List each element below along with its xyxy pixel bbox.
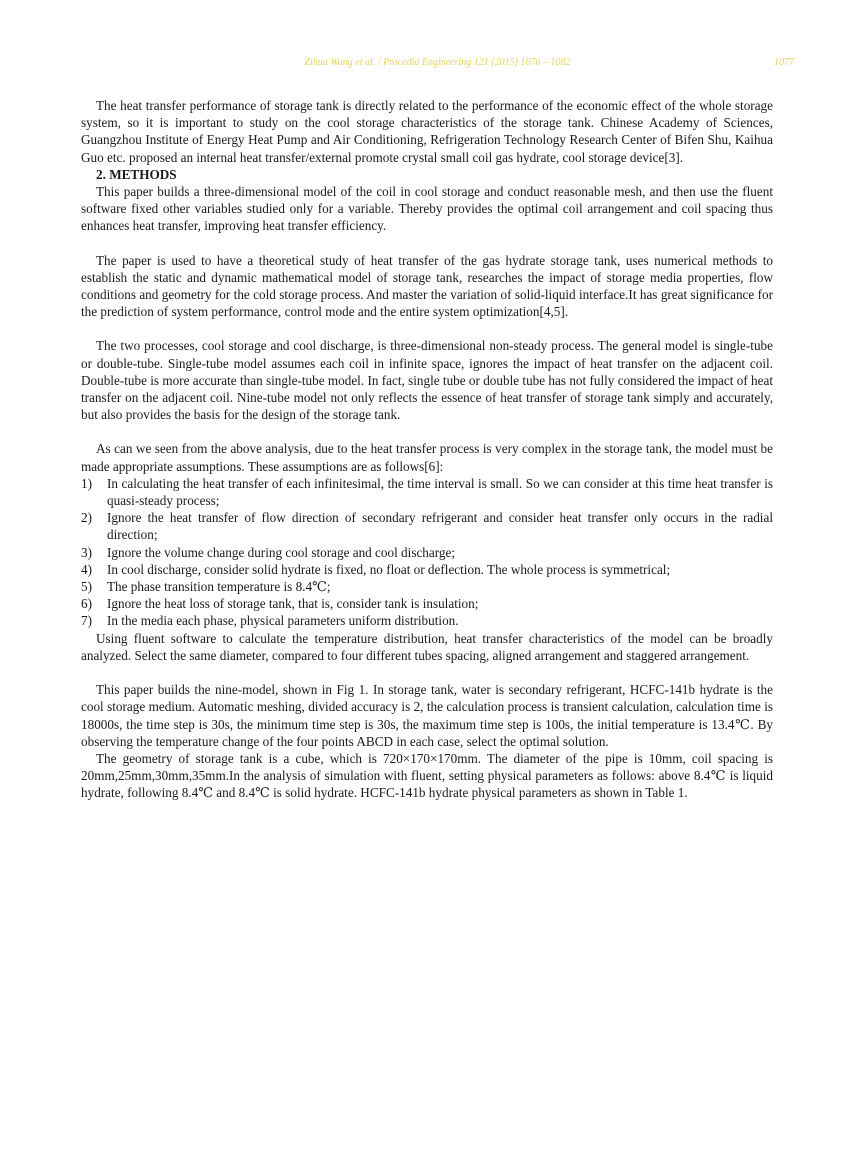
fluent-analysis-paragraph: Using fluent software to calculate the temperature distribution, heat transfer characteristics of the model can be broadly analyzed. Select the same diameter, compared to four different tubes spacing, aligned arrangement and staggered arrangement. (81, 630, 773, 663)
running-head (81, 57, 794, 73)
geometry-paragraph: The geometry of storage tank is a cube, which is 720×170×170mm. The diameter of the pipe is 10mm, coil spacing is 20mm,25mm,30mm,35mm.In the analysis of simulation with fluent, setting physical parameters as follows: above 8.4℃ is liquid hydrate, following 8.4℃ and 8.4℃ is solid hydrate. HCFC-141b hydrate physical parameters as shown in Table 1. (81, 750, 773, 801)
list-item: 5) The phase transition temperature is 8.4℃; (81, 579, 331, 595)
section-heading: 2. METHODS (96, 166, 177, 182)
list-item: 7) In the media each phase, physical parameters uniform distribution. (81, 613, 459, 629)
running-head-citation: Zihua Wang et al. / Procedia Engineering 121 (2015) 1076 – 1082 (304, 57, 571, 68)
list-item: 2) Ignore the heat transfer of flow direction of secondary refrigerant and consider heat transfer only occurs in the radial direction; (81, 510, 773, 543)
list-item: 4) In cool discharge, consider solid hydrate is fixed, no float or deflection. The whole process is symmetrical; (81, 561, 671, 577)
theory-paragraph: The paper is used to have a theoretical study of heat transfer of the gas hydrate storage tank, uses numerical methods to establish the static and dynamic mathematical model of storage tank, researches the impact of storage media properties, flow conditions and geometry for the cold storage process. And master the variation of solid-liquid interface.It has great significance for the prediction of system performance, control mode and the entire system optimization[4,5]. (81, 252, 773, 320)
list-item: 6) Ignore the heat loss of storage tank, that is, consider tank is insulation; (81, 596, 479, 612)
body-text (81, 97, 773, 802)
intro-paragraph: The heat transfer performance of storage tank is directly related to the performance of the economic effect of the whole storage system, so it is important to study on the cool storage characteristics of the storage tank. Chinese Academy of Sciences, Guangzhou Institute of Energy Heat Pump and Air Conditioning, Refrigeration Technology Research Center of Bifen Shu, Kaihua Guo etc. proposed an internal heat transfer/external promote crystal small coil gas hydrate, cool storage device[3]. (81, 98, 773, 165)
methods-paragraph: This paper builds a three-dimensional model of the coil in cool storage and conduct reasonable mesh, and then use the fluent software fixed other variables studied only for a variable. Thereby provides the optimal coil arrangement and coil spacing thus enhances heat transfer, improving heat transfer efficiency. (81, 184, 773, 234)
list-item: 1) In calculating the heat transfer of each infinitesimal, the time interval is small. So we can consider at this time heat transfer is quasi-steady process; (81, 475, 773, 509)
process-paragraph: The two processes, cool storage and cool discharge, is three-dimensional non-steady process. The general model is single-tube or double-tube. Single-tube model assumes each coil in infinite space, ignores the impact of heat transfer on the adjacent coil. Double-tube is more accurate than single-tube model. In fact, single tube or double tube has not fully considered the impact of heat transfer on the adjacent coil. Nine-tube model not only reflects the essence of heat transfer of storage tank simply and accurately, but also provides the basis for the design of the storage tank. (81, 338, 773, 423)
assumptions-intro-paragraph: As can we seen from the above analysis, due to the heat transfer process is very complex in the storage tank, the model must be made appropriate assumptions. These assumptions are as follows[6]: (81, 441, 773, 474)
list-item: 3) Ignore the volume change during cool storage and cool discharge; (81, 544, 456, 560)
nine-model-paragraph: This paper builds the nine-model, shown in Fig 1. In storage tank, water is secondary refrigerant, HCFC-141b hydrate is the cool storage medium. Automatic meshing, divided accuracy is 2, the calculation process is transient calculation, calculation time is 18000s, the time step is 30s, the minimum time step is 30s, the maximum time step is 100s, the initial temperature is 13.4℃. By observing the temperature change of the four points ABCD in each case, select the optimal solution. (81, 682, 773, 749)
page-number: 1077 (774, 57, 794, 68)
assumptions-list (81, 475, 773, 630)
